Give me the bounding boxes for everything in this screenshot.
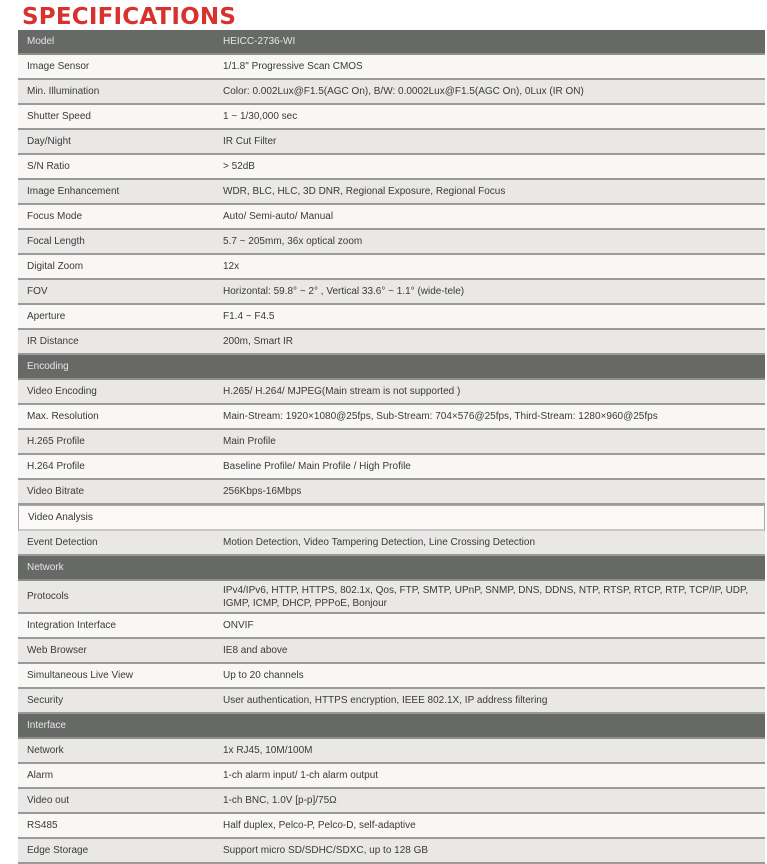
row-label: Security <box>27 695 64 706</box>
row-value: User authentication, HTTPS encryption, IEEE 802.1X, IP address filtering <box>223 695 548 706</box>
row-value: Main-Stream: 1920×1080@25fps, Sub-Stream: 704×576@25fps, Third-Stream: 1280×960@25fps <box>223 411 658 422</box>
row-label: Focus Mode <box>27 211 83 222</box>
row-value: F1.4 ~ F4.5 <box>223 311 275 322</box>
table-row <box>18 405 765 430</box>
row-label: Edge Storage <box>27 845 89 856</box>
row-value: 1-ch alarm input/ 1-ch alarm output <box>223 770 379 781</box>
row-label: Network <box>27 745 64 756</box>
row-value: 12x <box>223 261 240 272</box>
row-value: HEICC-2736-WI <box>223 36 296 47</box>
table-row <box>18 305 765 330</box>
row-label: Integration Interface <box>27 620 116 631</box>
table-row <box>18 814 765 839</box>
row-value: Main Profile <box>223 436 276 447</box>
specifications-table <box>18 30 765 864</box>
row-value: Motion Detection, Video Tampering Detection, Line Crossing Detection <box>223 537 536 548</box>
table-row <box>18 455 765 480</box>
row-value: IR Cut Filter <box>223 136 277 147</box>
row-value: Auto/ Semi-auto/ Manual <box>223 211 334 222</box>
section-title: Network <box>27 562 64 573</box>
table-row <box>18 764 765 789</box>
section-title: Interface <box>27 720 66 731</box>
row-label: Model <box>27 36 55 47</box>
table-row <box>18 180 765 205</box>
table-row <box>18 255 765 280</box>
table-row <box>18 531 765 556</box>
row-label: Video out <box>27 795 70 806</box>
section-title: Encoding <box>27 361 69 372</box>
row-label: Min. Illumination <box>27 86 100 97</box>
row-label: Image Sensor <box>27 61 90 72</box>
table-row <box>18 80 765 105</box>
table-row-model <box>18 30 765 55</box>
row-label: Image Enhancement <box>27 186 120 197</box>
row-value: H.265/ H.264/ MJPEG(Main stream is not supported ) <box>223 386 461 397</box>
row-value: Half duplex, Pelco-P, Pelco-D, self-adaptive <box>223 820 416 831</box>
section-header-network <box>18 556 765 581</box>
table-row <box>18 280 765 305</box>
table-row-video-analysis <box>18 505 765 531</box>
row-label: H.265 Profile <box>27 436 85 447</box>
table-row <box>18 130 765 155</box>
row-label: Digital Zoom <box>27 261 84 272</box>
row-label: Shutter Speed <box>27 111 91 122</box>
row-label: Video Analysis <box>28 512 93 523</box>
row-value: 1-ch BNC, 1.0V [p-p]/75Ω <box>223 795 337 806</box>
row-value: 1 ~ 1/30,000 sec <box>223 111 298 122</box>
row-label: Aperture <box>27 311 66 322</box>
table-row <box>18 380 765 405</box>
section-header-interface <box>18 714 765 739</box>
table-row <box>18 330 765 355</box>
row-label: Max. Resolution <box>27 411 99 422</box>
table-row <box>18 205 765 230</box>
row-value: > 52dB <box>223 161 255 172</box>
row-label: Simultaneous Live View <box>27 670 133 681</box>
row-label: RS485 <box>27 820 58 831</box>
page-title: SPECIFICATIONS <box>22 4 237 30</box>
table-row <box>18 430 765 455</box>
table-row <box>18 689 765 714</box>
row-value: Color: 0.002Lux@F1.5(AGC On), B/W: 0.0002Lux@F1.5(AGC On), 0Lux (IR ON) <box>223 86 584 97</box>
table-row <box>18 55 765 80</box>
table-row <box>18 739 765 764</box>
table-row <box>18 664 765 689</box>
row-label: Event Detection <box>27 537 98 548</box>
row-value: IPv4/IPv6, HTTP, HTTPS, 802.1x, Qos, FTP, SMTP, UPnP, SNMP, DNS, DDNS, NTP, RTSP, RTCP, RTP, TCP/IP, UDP, IGMP, ICMP, DHCP, PPPoE, Bonjour <box>223 584 749 609</box>
table-row <box>18 789 765 814</box>
table-row <box>18 155 765 180</box>
row-value: Baseline Profile/ Main Profile / High Profile <box>223 461 411 472</box>
table-row <box>18 839 765 864</box>
row-label: Video Encoding <box>27 386 97 397</box>
row-value: 200m, Smart IR <box>223 336 294 347</box>
row-value: Horizontal: 59.8° ~ 2° , Vertical 33.6° ~ 1.1° (wide-tele) <box>223 286 465 297</box>
row-label: Alarm <box>27 770 54 781</box>
row-label: S/N Ratio <box>27 161 70 172</box>
row-value: 1x RJ45, 10M/100M <box>223 745 313 756</box>
row-value: WDR, BLC, HLC, 3D DNR, Regional Exposure, Regional Focus <box>223 186 506 197</box>
table-row <box>18 230 765 255</box>
row-value: Support micro SD/SDHC/SDXC, up to 128 GB <box>223 845 429 856</box>
row-value: 5.7 ~ 205mm, 36x optical zoom <box>223 236 363 247</box>
row-label: Video Bitrate <box>27 486 85 497</box>
row-value: ONVIF <box>223 620 254 631</box>
table-row <box>18 480 765 505</box>
row-label: FOV <box>27 286 48 297</box>
row-value: 1/1.8" Progressive Scan CMOS <box>223 61 363 72</box>
row-value: Up to 20 channels <box>223 670 304 681</box>
row-value: IE8 and above <box>223 645 288 656</box>
row-label: Protocols <box>27 591 69 602</box>
table-row <box>18 614 765 639</box>
row-value: 256Kbps-16Mbps <box>223 486 302 497</box>
row-label: Day/Night <box>27 136 71 147</box>
table-row <box>18 639 765 664</box>
row-label: Focal Length <box>27 236 85 247</box>
row-label: Web Browser <box>27 645 87 656</box>
section-header-encoding <box>18 355 765 380</box>
table-row <box>18 105 765 130</box>
row-label: IR Distance <box>27 336 79 347</box>
row-label: H.264 Profile <box>27 461 85 472</box>
table-row <box>18 581 765 614</box>
